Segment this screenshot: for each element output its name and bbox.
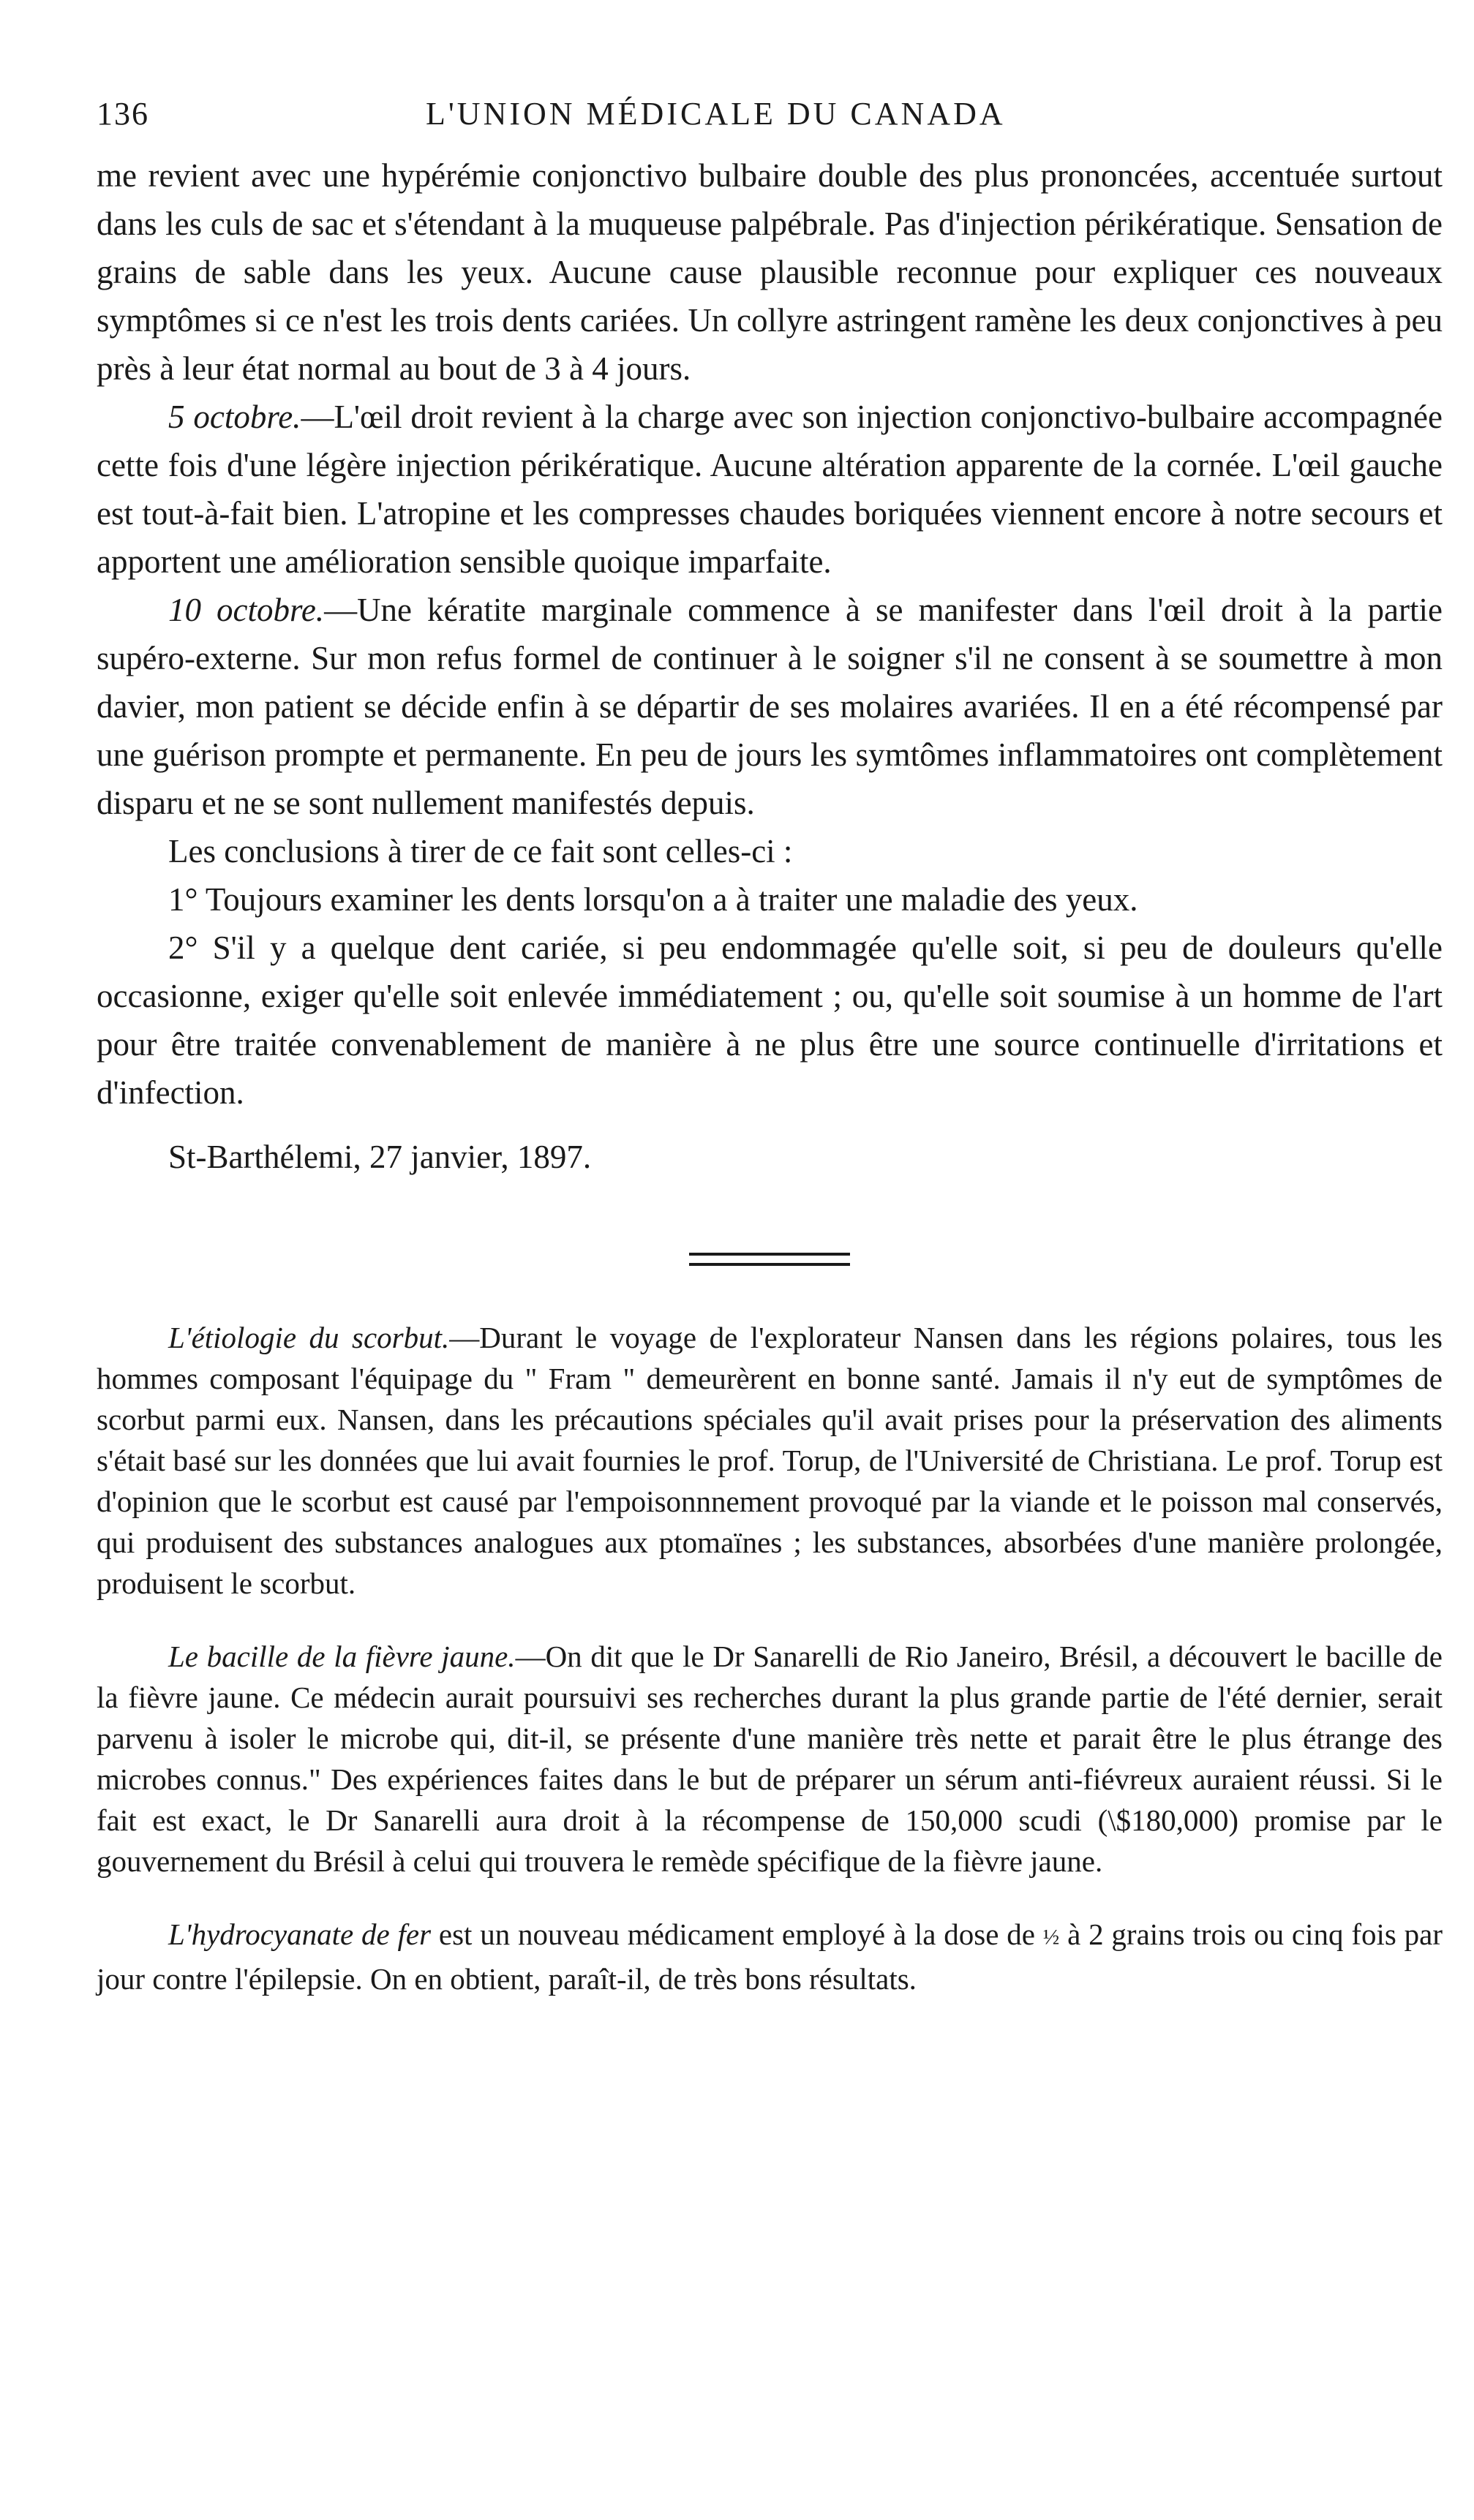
article-body [97,151,1443,1181]
conclusion-item: 2° S'il y a quelque dent cariée, si peu endommagée qu'elle soit, si peu de douleurs qu'elle occasionne, exiger qu'elle soit enlevée immédiatement ; ou, qu'elle soit soumise à un homme de l'art pour être traitée convenablement de manière à ne plus être une source continuelle d'irritations et d'infection. [97,929,1443,1111]
signoff: St-Barthélemi, 27 janvier, 1897. [168,1139,592,1175]
note [97,1317,1443,1604]
date-label: 10 octobre. [168,592,325,628]
paragraph [97,393,1443,586]
note-title: L'hydrocyanate de fer [168,1917,432,1951]
notes-section [97,1317,1443,1999]
dose-fraction: ½ [1042,1925,1060,1950]
page-number: 136 [97,96,149,132]
divider-line [689,1253,850,1256]
conclusion-item: 1° Toujours examiner les dents lorsqu'on a à traiter une maladie des yeux. [168,881,1138,918]
paragraph: me revient avec une hypérémie conjonctivo bulbaire double des plus prononcées, accentuée surtout dans les culs de sac et s'étendant à la muqueuse palpébrale. Pas d'injection périkératique. Sensation de grains de sable dans les yeux. Aucune cause plausible reconnue pour expliquer ces nouveaux symptômes si ce n'est les trois dents cariées. Un collyre astringent ramène les deux conjonctives à peu près à leur état normal au bout de 3 à 4 jours. [97,157,1443,387]
note-title: L'étiologie du scorbut. [168,1321,450,1354]
divider-line [689,1263,850,1266]
note-text: est un nouveau médicament employé à la dose de [431,1917,1043,1951]
note-text: —Durant le voyage de l'explorateur Nansen dans les régions polaires, tous les hommes composant l'équipage du " Fram " demeurèrent en bonne santé. Jamais il n'y eut de symptômes de scorbut parmi eux. Nansen, dans les précautions spéciales qu'il avait prises pour la préservation des aliments s'était basé sur les données que lui avait fournies le prof. Torup, de l'Université de Christiana. Le prof. Torup est d'opinion que le scorbut est causé par l'empoisonnnement provoqué par la viande et le poisson mal conservés, qui produisent des substances analogues aux ptomaïnes ; les substances, absorbées d'une manière prolongée, produisent le scorbut. [97,1321,1443,1600]
page-header [97,95,1443,132]
paragraph-text: —Une kératite marginale commence à se manifester dans l'œil droit à la partie supéro-externe. Sur mon refus formel de continuer à le soigner s'il ne consent à se soumettre à mon davier, mon patient se décide enfin à se départir de ses molaires avariées. Il en a été récompensé par une guérison prompte et permanente. En peu de jours les symtômes inflammatoires ont complètement disparu et ne se sont nullement manifestés depuis. [97,592,1443,821]
note-text: à 2 grains trois ou cinq fois par jour contre l'épilepsie. On en obtient, paraît-il, de très bons résultats. [97,1917,1443,1996]
note [97,1914,1443,1999]
date-label: 5 octobre. [168,399,301,435]
note-text: —On dit que le Dr Sanarelli de Rio Janeiro, Brésil, a découvert le bacille de la fièvre jaune. Ce médecin aurait poursuivi ses recherches durant la plus grande partie de l'été dernier, serait parvenu à isoler le microbe qui, dit-il, se présente d'une manière très nette et parait être le plus étrange des microbes connus." Des expériences faites dans le but de préparer un sérum anti-fiévreux auraient réussi. Si le fait est exact, le Dr Sanarelli aura droit à la récompense de 150,000 scudi (\$180,000) promise par le gouvernement du Brésil à celui qui trouvera le remède spécifique de la fièvre jaune. [97,1640,1443,1878]
page-column [97,95,1443,1999]
paragraph [97,586,1443,827]
paragraph-text: —L'œil droit revient à la charge avec son injection conjonctivo-bulbaire accompagnée cette fois d'une légère injection périkératique. Aucune altération apparente de la cornée. L'œil gauche est tout-à-fait bien. L'atropine et les compresses chaudes boriquées viennent encore à notre secours et apportent une amélioration sensible quoique imparfaite. [97,399,1443,580]
section-divider [689,1253,850,1266]
note [97,1636,1443,1882]
note-title: Le bacille de la fièvre jaune. [168,1640,516,1673]
paragraph: Les conclusions à tirer de ce fait sont celles-ci : [168,833,793,869]
running-title: L'UNION MÉDICALE DU CANADA [426,96,1006,132]
